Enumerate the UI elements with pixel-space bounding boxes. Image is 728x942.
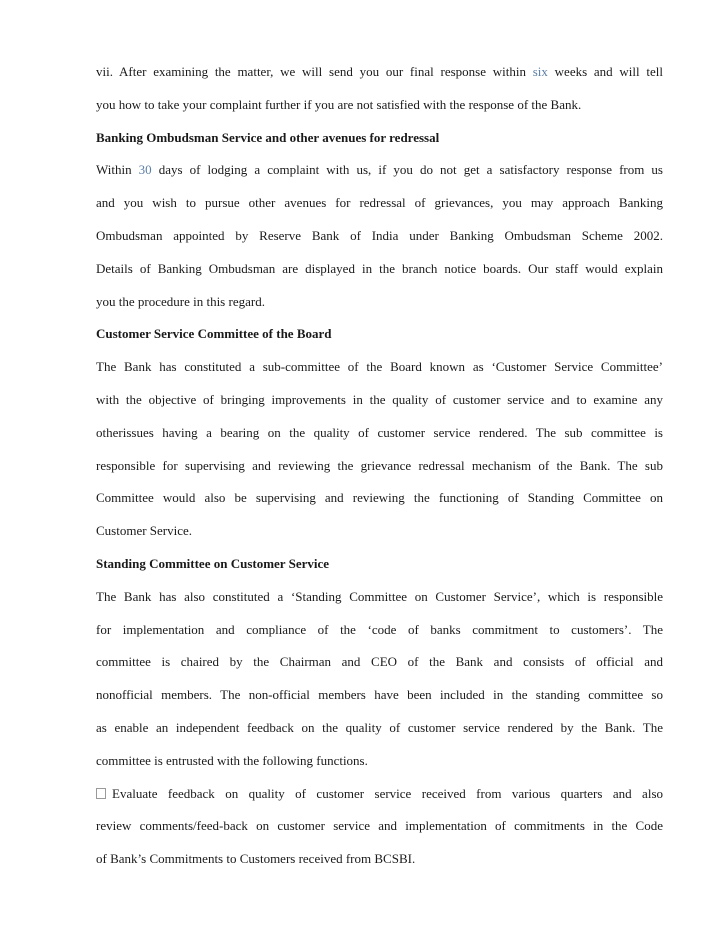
text-line: Within 30 days of lodging a complaint with us, if you do not get a satisfactory response from us xyxy=(96,162,663,178)
text-line: Ombudsman appointed by Reserve Bank of India under Banking Ombudsman Scheme 2002. xyxy=(96,227,663,243)
highlight-six: six xyxy=(532,64,548,79)
text-line: of Bank’s Commitments to Customers received from BCSBI. xyxy=(96,851,416,867)
text-line: The Bank has constituted a sub-committee of the Board known as ‘Customer Service Committee’ xyxy=(96,359,663,375)
heading-banking-ombudsman: Banking Ombudsman Service and other avenues for redressal xyxy=(96,129,440,145)
text-line: with the objective of bringing improvements in the quality of customer service and to examine any xyxy=(96,391,663,407)
text-line: and you wish to pursue other avenues for redressal of grievances, you may approach Banking xyxy=(96,195,663,211)
text-line: responsible for supervising and reviewing the grievance redressal mechanism of the Bank. The sub xyxy=(96,457,663,473)
text-line: nonofficial members. The non-official members have been included in the standing committee so xyxy=(96,687,663,703)
text-line: committee is chaired by the Chairman and CEO of the Bank and consists of official and xyxy=(96,654,663,670)
text-line: The Bank has also constituted a ‘Standing Committee on Customer Service’, which is responsible xyxy=(96,588,663,604)
text-line: you the procedure in this regard. xyxy=(96,293,265,309)
text-line: review comments/feed-back on customer service and implementation of commitments in the Code xyxy=(96,818,663,834)
text-line: as enable an independent feedback on the quality of customer service rendered by the Bank. The xyxy=(96,719,663,735)
text-line: vii. After examining the matter, we will send you our final response within six weeks and will tell xyxy=(96,64,664,79)
text-line: otherissues having a bearing on the quality of customer service rendered. The sub committee is xyxy=(96,424,663,440)
text-line: Details of Banking Ombudsman are displayed in the branch notice boards. Our staff would explain xyxy=(96,260,663,276)
text-line: for implementation and compliance of the ‘code of banks commitment to customers’. The xyxy=(96,621,663,637)
heading-standing-committee: Standing Committee on Customer Service xyxy=(96,555,330,571)
bullet-box-icon xyxy=(96,788,106,799)
text-line: Customer Service. xyxy=(96,523,193,539)
bullet-item: Evaluate feedback on quality of customer service received from various quarters and also xyxy=(96,784,663,817)
text-line: you how to take your complaint further if you are not satisfied with the response of the Bank. xyxy=(96,96,582,112)
document-page xyxy=(96,62,663,882)
heading-customer-service-committee: Customer Service Committee of the Board xyxy=(96,326,332,342)
highlight-30: 30 xyxy=(138,162,152,178)
text-line: committee is entrusted with the following functions. xyxy=(96,752,368,768)
text-line: Committee would also be supervising and reviewing the functioning of Standing Committee on xyxy=(96,490,663,506)
